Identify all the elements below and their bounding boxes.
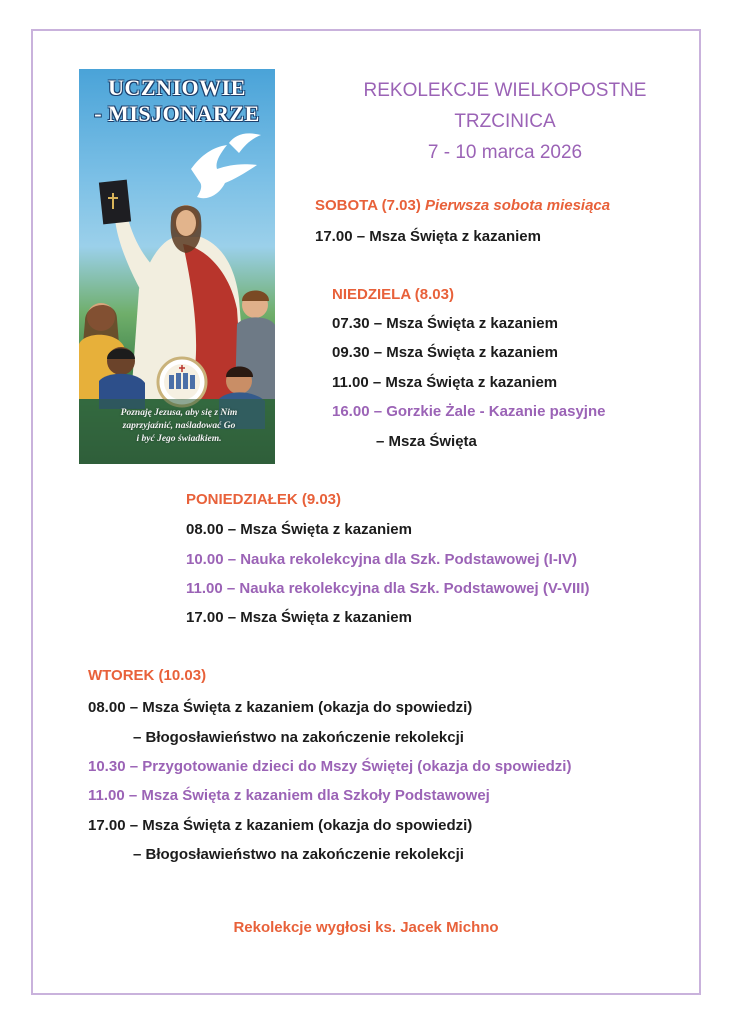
schedule-item: 07.30 – Msza Święta z kazaniem	[332, 315, 558, 332]
poster-title-line2: - MISJONARZE	[94, 101, 260, 126]
poster-caption-line: Poznaję Jezusa, aby się z Nim	[120, 408, 238, 418]
schedule-item: – Błogosławieństwo na zakończenie rekolekcji	[133, 729, 464, 746]
tuesday-heading: WTOREK (10.03)	[88, 667, 207, 684]
poster-illustration	[79, 69, 275, 464]
schedule-item: 17.00 – Msza Święta z kazaniem	[315, 228, 541, 245]
saturday-heading	[315, 197, 610, 214]
poster-caption	[101, 407, 257, 446]
schedule-item: 11.00 – Nauka rekolekcyjna dla Szk. Podstawowej (V-VIII)	[186, 580, 590, 597]
saturday-note: Pierwsza sobota miesiąca	[425, 197, 611, 214]
poster-caption-line: i być Jego świadkiem.	[136, 434, 222, 444]
saturday-day: SOBOTA (7.03)	[315, 197, 421, 214]
schedule-item: 10.00 – Nauka rekolekcyjna dla Szk. Podstawowej (I-IV)	[186, 551, 577, 568]
schedule-item: 09.30 – Msza Święta z kazaniem	[332, 344, 558, 361]
title-line1: REKOLEKCJE WIELKOPOSTNE	[363, 80, 647, 101]
schedule-item: 17.00 – Msza Święta z kazaniem	[186, 609, 412, 626]
schedule-item: 10.30 – Przygotowanie dzieci do Mszy Świętej (okazja do spowiedzi)	[88, 758, 572, 775]
title-line2: TRZCINICA	[454, 111, 556, 132]
monday-heading: PONIEDZIAŁEK (9.03)	[186, 491, 342, 508]
poster-caption-line: zaprzyjaźnić, naśladować Go	[122, 421, 236, 431]
schedule-item: 11.00 – Msza Święta z kazaniem	[332, 374, 558, 391]
schedule-item: 08.00 – Msza Święta z kazaniem (okazja do spowiedzi)	[88, 699, 473, 716]
retreat-poster-image	[79, 69, 275, 464]
sunday-heading: NIEDZIELA (8.03)	[332, 286, 454, 303]
poster-title-line1: UCZNIOWIE	[108, 75, 246, 100]
schedule-item: 17.00 – Msza Święta z kazaniem (okazja do spowiedzi)	[88, 817, 473, 834]
schedule-item: 16.00 – Gorzkie Żale - Kazanie pasyjne	[332, 403, 606, 420]
schedule-item: – Błogosławieństwo na zakończenie rekolekcji	[133, 846, 464, 863]
event-dates: 7 - 10 marca 2026	[427, 142, 583, 163]
schedule-item: – Msza Święta	[376, 433, 477, 450]
schedule-item: 08.00 – Msza Święta z kazaniem	[186, 521, 412, 538]
schedule-item: 11.00 – Msza Święta z kazaniem dla Szkoły Podstawowej	[88, 787, 490, 804]
preacher-footer: Rekolekcje wygłosi ks. Jacek Michno	[233, 919, 499, 936]
